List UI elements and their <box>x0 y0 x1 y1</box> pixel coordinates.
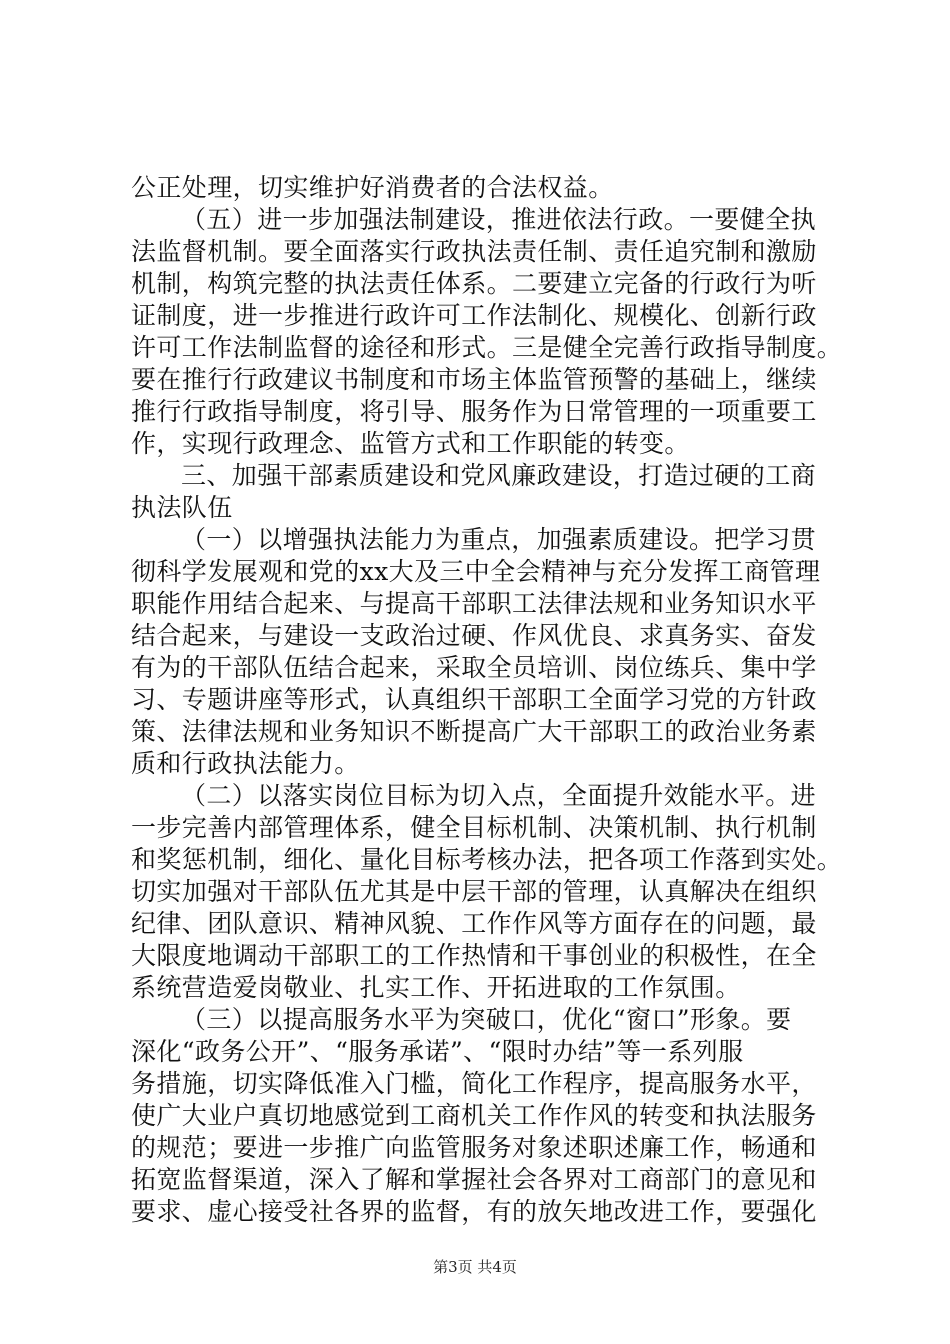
text-line: 的规范；要进一步推广向监管服务对象述职述廉工作，畅通和 <box>131 1133 817 1162</box>
text-line: 结合起来，与建设一支政治过硬、作风优良、求真务实、奋发 <box>131 621 817 650</box>
text-line: 许可工作法制监督的途径和形式。三是健全完善行政指导制度。 <box>131 333 843 362</box>
text-line: 作，实现行政理念、监管方式和工作职能的转变。 <box>131 429 690 458</box>
text-line: 拓宽监督渠道，深入了解和掌握社会各界对工商部门的意见和 <box>131 1165 817 1194</box>
text-line: （二）以落实岗位目标为切入点，全面提升效能水平。进 <box>181 781 817 810</box>
text-line: 习、专题讲座等形式，认真组织干部职工全面学习党的方针政 <box>131 685 817 714</box>
text-line: 三、加强干部素质建设和党风廉政建设，打造过硬的工商 <box>181 461 817 490</box>
text-line: 要在推行行政建议书制度和市场主体监管预警的基础上，继续 <box>131 365 817 394</box>
text-line: 纪律、团队意识、精神风貌、工作作风等方面存在的问题，最 <box>131 909 817 938</box>
text-line: （一）以增强执法能力为重点，加强素质建设。把学习贯 <box>181 525 817 554</box>
text-line: 法监督机制。要全面落实行政执法责任制、责任追究制和激励 <box>131 237 817 266</box>
text-line: 切实加强对干部队伍尤其是中层干部的管理，认真解决在组织 <box>131 877 817 906</box>
text-line: 证制度，进一步推进行政许可工作法制化、规模化、创新行政 <box>131 301 817 330</box>
page-footer: 第3页 共4页 <box>433 1258 517 1276</box>
text-line: 要求、虚心接受社各界的监督，有的放矢地改进工作，要强化 <box>131 1197 817 1226</box>
text-line: 深化“政务公开”、“服务承诺”、“限时办结”等一系列服 <box>131 1037 744 1066</box>
text-line: 执法队伍 <box>131 493 233 522</box>
text-line: （五）进一步加强法制建设，推进依法行政。一要健全执 <box>181 205 817 234</box>
text-line: 质和行政执法能力。 <box>131 749 360 778</box>
text-line: 和奖惩机制，细化、量化目标考核办法，把各项工作落到实处。 <box>131 845 843 874</box>
text-line: 彻科学发展观和党的xx大及三中全会精神与充分发挥工商管理 <box>131 557 821 586</box>
text-line: 机制，构筑完整的执法责任体系。二要建立完备的行政行为听 <box>131 269 817 298</box>
text-line: 有为的干部队伍结合起来，采取全员培训、岗位练兵、集中学 <box>131 653 817 682</box>
text-line: 职能作用结合起来、与提高干部职工法律法规和业务知识水平 <box>131 589 817 618</box>
text-line: 系统营造爱岗敬业、扎实工作、开拓进取的工作氛围。 <box>131 973 741 1002</box>
text-line: （三）以提高服务水平为突破口，优化“窗口”形象。要 <box>181 1005 792 1034</box>
text-line: 使广大业户真切地感觉到工商机关工作作风的转变和执法服务 <box>131 1101 817 1130</box>
text-line: 一步完善内部管理体系，健全目标机制、决策机制、执行机制 <box>131 813 817 842</box>
text-line: 策、法律法规和业务知识不断提高广大干部职工的政治业务素 <box>131 717 817 746</box>
text-line: 务措施，切实降低准入门槛，简化工作程序，提高服务水平， <box>131 1069 817 1098</box>
text-line: 公正处理，切实维护好消费者的合法权益。 <box>131 173 614 202</box>
text-line: 推行行政指导制度，将引导、服务作为日常管理的一项重要工 <box>131 397 817 426</box>
text-line: 大限度地调动干部职工的工作热情和干事创业的积极性，在全 <box>131 941 817 970</box>
document-body <box>131 172 843 1228</box>
